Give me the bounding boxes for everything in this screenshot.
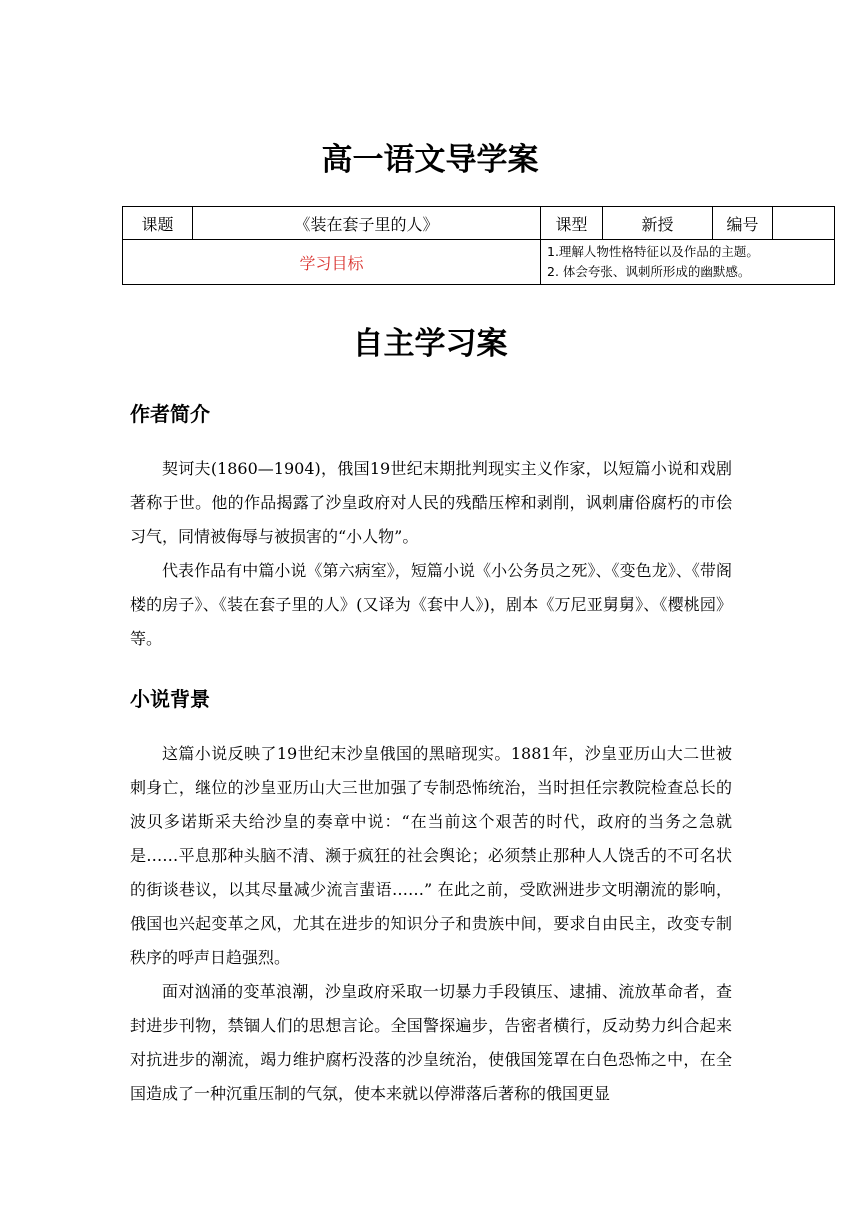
objectives-list bbox=[541, 240, 835, 285]
page-title: 高一语文导学案 bbox=[321, 142, 539, 178]
author-paragraph: 契诃夫(1860—1904)，俄国19世纪末期批判现实主义作家，以短篇小说和戏剧著称于世。他的作品揭露了沙皇政府对人民的残酷压榨和剥削，讽刺庸俗腐朽的市侩习气，同情被侮辱与被损害的“小人物”。 bbox=[130, 459, 732, 546]
number-label: 编号 bbox=[713, 207, 773, 240]
type-label: 课型 bbox=[541, 207, 603, 240]
background-heading: 小说背景 bbox=[130, 687, 210, 711]
author-paragraph: 代表作品有中篇小说《第六病室》，短篇小说《小公务员之死》、《变色龙》、《带阁楼的房子》、《装在套子里的人》(又译为《套中人》)，剧本《万尼亚舅舅》、《樱桃园》等。 bbox=[130, 561, 732, 648]
background-paragraph: 这篇小说反映了19世纪末沙皇俄国的黑暗现实。1881年，沙皇亚历山大二世被刺身亡，继位的沙皇亚历山大三世加强了专制恐怖统治，当时担任宗教院检查总长的波贝多诺斯采夫给沙皇的奏章中说：“在当前这个艰苦的时代，政府的当务之急就是……平息那种头脑不清、濒于疯狂的社会舆论；必须禁止那种人人饶舌的不可名状的街谈巷议，以其尽量减少流言蜚语……” 在此之前，受欧洲进步文明潮流的影响，俄国也兴起变革之风，尤其在进步的知识分子和贵族中间，要求自由民主，改变专制秩序的呼声日趋强烈。 bbox=[130, 744, 732, 967]
objective-item: 2. 体会夸张、讽刺所形成的幽默感。 bbox=[547, 264, 751, 279]
info-table bbox=[122, 206, 835, 285]
section-title: 自主学习案 bbox=[352, 326, 508, 362]
topic-label: 课题 bbox=[123, 207, 193, 240]
background-paragraph: 面对汹涌的变革浪潮，沙皇政府采取一切暴力手段镇压、逮捕、流放革命者，查封进步刊物，禁锢人们的思想言论。全国警探遍步，告密者横行，反动势力纠合起来对抗进步的潮流，竭力维护腐朽没落的沙皇统治，使俄国笼罩在白色恐怖之中，在全国造成了一种沉重压制的气氛，使本来就以停滞落后著称的俄国更显 bbox=[130, 982, 732, 1103]
author-heading: 作者简介 bbox=[130, 402, 210, 426]
topic-value: 《装在套子里的人》 bbox=[193, 207, 541, 240]
objective-item: 1.理解人物性格特征以及作品的主题。 bbox=[547, 244, 759, 259]
type-value: 新授 bbox=[603, 207, 713, 240]
info-row-topic bbox=[123, 207, 835, 240]
info-row-objectives bbox=[123, 240, 835, 285]
number-value bbox=[773, 207, 835, 240]
objectives-label: 学习目标 bbox=[123, 240, 541, 285]
